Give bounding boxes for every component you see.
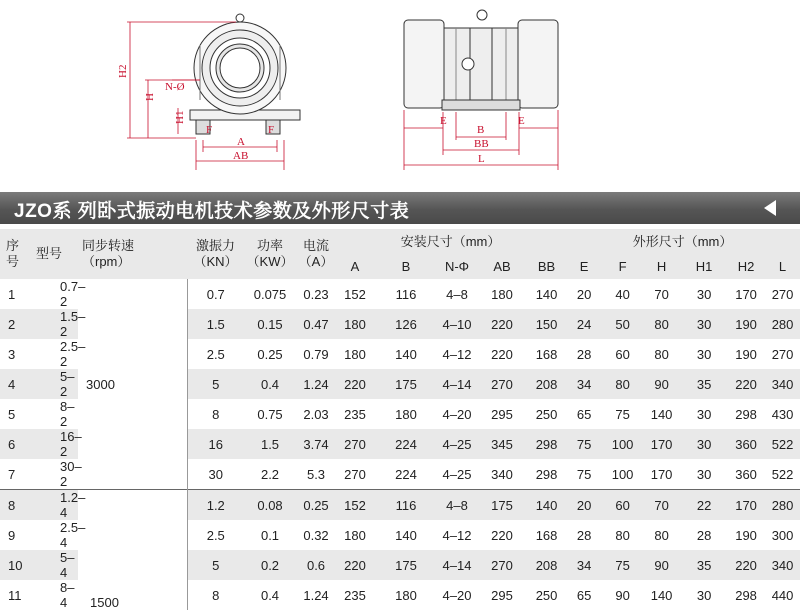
table-cell: 3.74	[296, 429, 336, 459]
table-cell: 1.24	[296, 580, 336, 610]
table-cell: 2	[0, 309, 28, 339]
label-e-right: E	[518, 115, 525, 127]
subheader-h1: H1	[681, 255, 727, 279]
table-cell: 280	[765, 490, 800, 521]
table-cell: 220	[476, 309, 528, 339]
table-cell: 30	[681, 399, 727, 429]
subheader-n-phi: N-Φ	[438, 255, 476, 279]
table-cell: 30	[681, 580, 727, 610]
table-cell: 28	[565, 339, 603, 369]
label-f-right: F	[268, 124, 274, 136]
table-cell: 0.08	[244, 490, 296, 521]
table-cell: 5–4	[28, 550, 78, 580]
table-cell: 5	[0, 399, 28, 429]
table-cell: 65	[565, 399, 603, 429]
table-cell: 295	[476, 580, 528, 610]
table-cell: 270	[336, 429, 374, 459]
table-cell: 30	[681, 279, 727, 309]
table-cell: 4–12	[438, 520, 476, 550]
table-cell: 30	[681, 309, 727, 339]
table-cell: 250	[528, 580, 565, 610]
table-cell: 28	[565, 520, 603, 550]
header-power: 功率 （KW）	[244, 229, 296, 279]
table-cell: 2.5	[187, 339, 244, 369]
table-cell: 298	[528, 459, 565, 490]
table-cell: 4–8	[438, 490, 476, 521]
table-cell: 0.25	[296, 490, 336, 521]
table-cell: 298	[727, 399, 765, 429]
subheader-f: F	[603, 255, 642, 279]
table-cell: 140	[642, 399, 681, 429]
table-cell: 0.23	[296, 279, 336, 309]
table-cell: 5	[187, 369, 244, 399]
label-n-phi: N-Ø	[165, 81, 185, 93]
table-cell: 522	[765, 429, 800, 459]
table-cell: 2.5–4	[28, 520, 78, 550]
table-cell: 1.5	[187, 309, 244, 339]
table-cell: 1.5–2	[28, 309, 78, 339]
subheader-b: B	[374, 255, 438, 279]
table-cell: 4–10	[438, 309, 476, 339]
table-cell: 60	[603, 339, 642, 369]
table-cell: 90	[603, 580, 642, 610]
table-cell: 300	[765, 520, 800, 550]
label-l: L	[478, 153, 485, 165]
table-cell: 345	[476, 429, 528, 459]
table-cell: 430	[765, 399, 800, 429]
table-cell: 4–20	[438, 580, 476, 610]
table-cell: 280	[765, 309, 800, 339]
table-cell: 180	[336, 309, 374, 339]
table-cell: 70	[642, 279, 681, 309]
table-cell: 0.7–2	[28, 279, 78, 309]
table-cell: 220	[727, 550, 765, 580]
table-cell: 2.5–2	[28, 339, 78, 369]
table-cell: 224	[374, 459, 438, 490]
table-cell: 9	[0, 520, 28, 550]
table-cell: 170	[727, 490, 765, 521]
table-cell: 4–25	[438, 459, 476, 490]
table-cell: 270	[765, 279, 800, 309]
table-cell: 75	[603, 550, 642, 580]
subheader-l: L	[765, 255, 800, 279]
front-view-drawing	[190, 14, 300, 134]
table-cell: 75	[565, 459, 603, 490]
table-cell: 1.2–4	[28, 490, 78, 521]
table-cell: 80	[603, 369, 642, 399]
table-cell: 175	[374, 369, 438, 399]
table-cell: 2.03	[296, 399, 336, 429]
label-e-left: E	[440, 115, 447, 127]
subheader-h: H	[642, 255, 681, 279]
table-cell: 0.25	[244, 339, 296, 369]
table-cell: 4–20	[438, 399, 476, 429]
table-cell: 235	[336, 399, 374, 429]
table-row	[0, 490, 800, 521]
table-cell: 4	[0, 369, 28, 399]
table-cell: 34	[565, 550, 603, 580]
table-banner	[0, 192, 800, 224]
label-ab: AB	[233, 150, 248, 162]
table-cell: 180	[374, 399, 438, 429]
spec-table	[0, 229, 800, 610]
table-cell: 360	[727, 459, 765, 490]
table-cell: 0.1	[244, 520, 296, 550]
table-cell: 1.24	[296, 369, 336, 399]
table-cell: 180	[336, 520, 374, 550]
table-cell: 34	[565, 369, 603, 399]
table-cell: 270	[336, 459, 374, 490]
table-cell: 170	[642, 429, 681, 459]
table-cell: 60	[603, 490, 642, 521]
label-h: H	[144, 93, 156, 101]
table-cell: 126	[374, 309, 438, 339]
table-cell: 90	[642, 550, 681, 580]
table-cell: 0.6	[296, 550, 336, 580]
table-cell: 35	[681, 550, 727, 580]
table-cell: 5	[187, 550, 244, 580]
table-cell: 20	[565, 279, 603, 309]
table-cell: 175	[374, 550, 438, 580]
table-cell: 440	[765, 580, 800, 610]
table-cell: 220	[727, 369, 765, 399]
table-cell: 16–2	[28, 429, 78, 459]
label-a: A	[237, 136, 245, 148]
table-cell: 5–2	[28, 369, 78, 399]
table-cell: 80	[603, 520, 642, 550]
header-current: 电流 （A）	[296, 229, 336, 279]
table-cell: 150	[528, 309, 565, 339]
table-cell: 0.075	[244, 279, 296, 309]
table-cell: 70	[642, 490, 681, 521]
table-cell: 360	[727, 429, 765, 459]
table-cell: 140	[528, 490, 565, 521]
table-cell: 168	[528, 339, 565, 369]
table-cell: 3	[0, 339, 28, 369]
table-cell: 270	[765, 339, 800, 369]
table-cell: 75	[565, 429, 603, 459]
table-cell: 0.7	[187, 279, 244, 309]
table-cell: 270	[476, 550, 528, 580]
table-cell: 10	[0, 550, 28, 580]
table-cell: 298	[727, 580, 765, 610]
table-cell: 75	[603, 399, 642, 429]
table-cell: 2.5	[187, 520, 244, 550]
table-cell: 190	[727, 309, 765, 339]
table-cell: 0.4	[244, 369, 296, 399]
table-cell: 140	[528, 279, 565, 309]
table-cell: 4–25	[438, 429, 476, 459]
table-cell: 80	[642, 520, 681, 550]
table-cell: 8–2	[28, 399, 78, 429]
table-cell: 1	[0, 279, 28, 309]
table-cell: 152	[336, 279, 374, 309]
table-cell: 208	[528, 550, 565, 580]
table-cell: 152	[336, 490, 374, 521]
motor-drawings	[0, 0, 800, 185]
table-cell: 20	[565, 490, 603, 521]
table-cell: 8–4	[28, 580, 78, 610]
subheader-a: A	[336, 255, 374, 279]
table-cell: 340	[765, 550, 800, 580]
label-b: B	[477, 124, 484, 136]
table-cell: 168	[528, 520, 565, 550]
table-cell: 340	[476, 459, 528, 490]
table-cell: 0.15	[244, 309, 296, 339]
table-cell: 1.5	[244, 429, 296, 459]
header-speed: 同步转速 （rpm）	[78, 229, 187, 279]
table-cell: 7	[0, 459, 28, 490]
spec-table-body	[0, 279, 800, 610]
speed-group-cell: 3000	[78, 279, 187, 490]
label-f-left: F	[206, 124, 212, 136]
table-cell: 30	[681, 339, 727, 369]
subheader-ab: AB	[476, 255, 528, 279]
table-cell: 40	[603, 279, 642, 309]
table-cell: 180	[336, 339, 374, 369]
table-cell: 22	[681, 490, 727, 521]
table-cell: 170	[727, 279, 765, 309]
table-cell: 35	[681, 369, 727, 399]
table-row	[0, 279, 800, 309]
header-outline-size: 外形尺寸（mm）	[565, 229, 800, 255]
table-cell: 116	[374, 490, 438, 521]
header-force: 激振力 （KN）	[187, 229, 244, 279]
subheader-e: E	[565, 255, 603, 279]
table-cell: 220	[336, 369, 374, 399]
table-cell: 140	[642, 580, 681, 610]
label-bb: BB	[474, 138, 489, 150]
table-cell: 295	[476, 399, 528, 429]
table-cell: 250	[528, 399, 565, 429]
collapse-arrow-icon[interactable]	[764, 200, 776, 216]
table-cell: 28	[681, 520, 727, 550]
table-cell: 175	[476, 490, 528, 521]
subheader-h2: H2	[727, 255, 765, 279]
table-cell: 140	[374, 520, 438, 550]
table-cell: 0.75	[244, 399, 296, 429]
table-cell: 0.79	[296, 339, 336, 369]
table-cell: 0.4	[244, 580, 296, 610]
table-cell: 190	[727, 520, 765, 550]
table-cell: 8	[0, 490, 28, 521]
table-cell: 208	[528, 369, 565, 399]
table-cell: 0.47	[296, 309, 336, 339]
table-cell: 65	[565, 580, 603, 610]
table-cell: 80	[642, 309, 681, 339]
table-cell: 235	[336, 580, 374, 610]
table-cell: 4–14	[438, 550, 476, 580]
table-cell: 220	[476, 339, 528, 369]
table-cell: 180	[476, 279, 528, 309]
table-cell: 30	[681, 459, 727, 490]
table-cell: 270	[476, 369, 528, 399]
table-cell: 4–14	[438, 369, 476, 399]
table-cell: 220	[336, 550, 374, 580]
table-cell: 522	[765, 459, 800, 490]
table-cell: 0.2	[244, 550, 296, 580]
table-cell: 30–2	[28, 459, 78, 490]
table-cell: 180	[374, 580, 438, 610]
header-seq: 序号	[0, 229, 28, 279]
table-cell: 190	[727, 339, 765, 369]
table-cell: 170	[642, 459, 681, 490]
speed-group-cell: 1500	[78, 490, 187, 610]
table-cell: 298	[528, 429, 565, 459]
table-cell: 224	[374, 429, 438, 459]
table-cell: 90	[642, 369, 681, 399]
header-install-size: 安装尺寸（mm）	[336, 229, 565, 255]
table-cell: 50	[603, 309, 642, 339]
table-cell: 80	[642, 339, 681, 369]
table-cell: 116	[374, 279, 438, 309]
subheader-bb: BB	[528, 255, 565, 279]
side-view-drawing	[404, 10, 558, 110]
table-cell: 340	[765, 369, 800, 399]
table-cell: 8	[187, 399, 244, 429]
table-cell: 220	[476, 520, 528, 550]
table-cell: 16	[187, 429, 244, 459]
table-cell: 24	[565, 309, 603, 339]
table-cell: 4–12	[438, 339, 476, 369]
label-h1: H1	[174, 111, 186, 124]
table-cell: 6	[0, 429, 28, 459]
table-cell: 11	[0, 580, 28, 610]
table-cell: 1.2	[187, 490, 244, 521]
table-cell: 5.3	[296, 459, 336, 490]
table-cell: 4–8	[438, 279, 476, 309]
header-model: 型号	[28, 229, 78, 279]
table-cell: 30	[187, 459, 244, 490]
table-cell: 2.2	[244, 459, 296, 490]
table-cell: 0.32	[296, 520, 336, 550]
table-cell: 140	[374, 339, 438, 369]
table-cell: 100	[603, 459, 642, 490]
label-h2: H2	[117, 65, 129, 78]
table-cell: 8	[187, 580, 244, 610]
banner-title: JZO系 列卧式振动电机技术参数及外形尺寸表	[14, 196, 409, 223]
table-cell: 30	[681, 429, 727, 459]
table-cell: 100	[603, 429, 642, 459]
